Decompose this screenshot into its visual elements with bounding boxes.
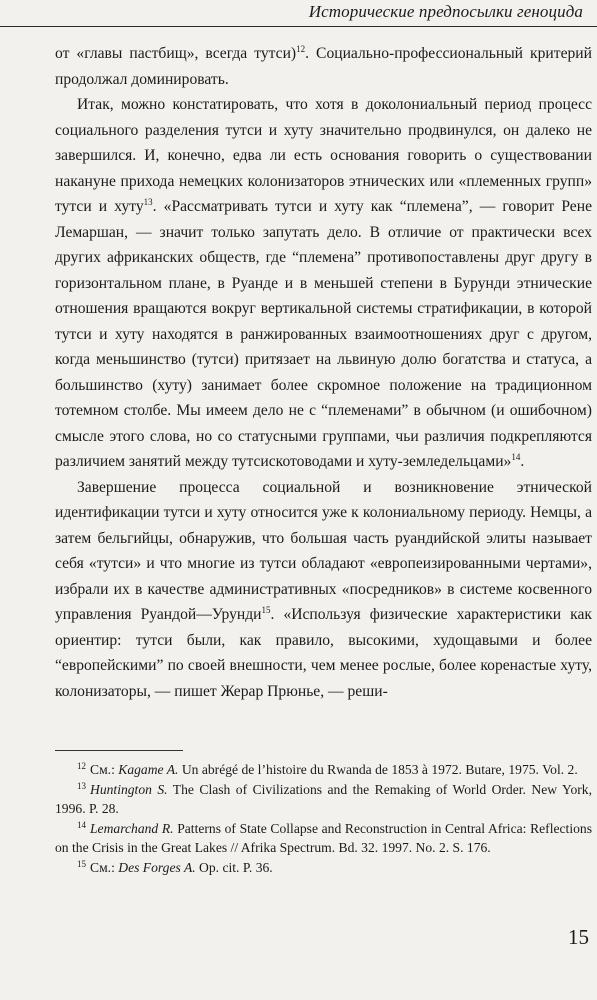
paragraph-text: . «Используя физические характеристики как ориентир: тутси были, как правило, высокими, худощавыми и более “европейскими” по своей внешности, чем менее рослые, более коренастые хуту, колонизаторы, — пишет Жерар Прюнье, — реши- [55, 606, 592, 700]
body-text [55, 41, 592, 704]
footnote-prefix: См.: [90, 762, 119, 777]
footnote-author: Huntington S. [90, 781, 168, 797]
footnote-ref[interactable]: 15 [261, 605, 271, 615]
footnote-number: 12 [77, 761, 86, 771]
footnote-number: 14 [77, 819, 86, 830]
footnote-ref[interactable]: 13 [143, 197, 153, 207]
paragraph-text: Итак, можно констатировать, что хотя в доколониальный период процесс социального разделения тутси и хуту значительно продвинулся, он далеко не завершился. И, конечно, едва ли есть основания говорить о существовании накануне прихода немецких колонизаторов этнических или «племенных групп» тутси и хуту [55, 96, 592, 215]
footnote-number: 13 [77, 780, 86, 791]
footnote-citation: Op. cit. P. 36. [195, 859, 273, 875]
footnote [55, 760, 592, 780]
page-number: 15 [568, 925, 589, 949]
footnote-ref[interactable]: 12 [296, 44, 306, 54]
footnote-citation: The Clash of Civilizations and the Remaking of World Order. New York, 1996. P. 28. [55, 781, 592, 817]
footnote-citation: Patterns of State Collapse and Reconstruction in Central Africa: Reflections on the Crisis in the Great Lakes // Afrika Spectrum. Bd. 32. 1997. No. 2. S. 176. [55, 820, 592, 856]
footnote-author: Kagame A. [118, 762, 179, 777]
footnote-prefix: См.: [90, 859, 119, 875]
footnotes [55, 760, 592, 878]
paragraph-text: Завершение процесса социальной и возникновение этнической идентификации тутси и хуту относится уже к колониальному периоду. Немцы, а затем бельгийцы, обнаружив, что большая часть руандийской элиты называет себя «тутси» и что многие из тутси обладают «европеизированными чертами», избрали их в качестве административных «посредников» в системе косвенного управления Руандой—Урунди [55, 478, 592, 623]
running-head-title: Исторические предпосылки геноцида [308, 2, 583, 21]
footnote-author: Lemarchand R. [90, 820, 174, 836]
footnote-divider [55, 750, 183, 751]
footnote [55, 819, 592, 858]
paragraph [55, 92, 592, 475]
footnote-number: 15 [77, 858, 86, 869]
footnote [55, 780, 592, 819]
footnote-author: Des Forges A. [118, 859, 196, 875]
footnote [55, 858, 592, 878]
running-head [0, 0, 597, 27]
footnote-citation: Un abrégé de l’histoire du Rwanda de 1853 à 1972. Butare, 1975. Vol. 2. [178, 762, 578, 777]
paragraph-text: . «Рассматривать тутси и хуту как “племена”, — говорит Рене Лемаршан, — значит только запутать дело. В отличие от практически всех других африканских обществ, где “племена” противопоставлены друг другу в горизонтальном плане, в Руанде и в меньшей степени в Бурунди этнические отношения вращаются вокруг вертикальной системы стратификации, в которой тутси и хуту находятся в ранжированных взаимоотношениях друг с другом, когда меньшинство (тутси) притязает на львиную долю богатства и статуса, а большинство (хуту) занимает более скромное положение на традиционном тотемном столбе. Мы имеем дело не с “племенами” в обычном (и ошибочном) смысле этого слова, но со статусными группами, чьи различия подкрепляются различием занятий между тутсискотоводами и хуту-земледельцами» [55, 198, 592, 470]
paragraph-text: . [520, 453, 525, 470]
footnote-ref[interactable]: 14 [511, 452, 521, 462]
paragraph-text: от «главы пастбищ», всегда тутси) [55, 45, 297, 62]
paragraph-text: . Социально-профессиональный критерий продолжал доминировать. [55, 45, 592, 88]
paragraph [55, 41, 592, 92]
paragraph [55, 475, 592, 705]
